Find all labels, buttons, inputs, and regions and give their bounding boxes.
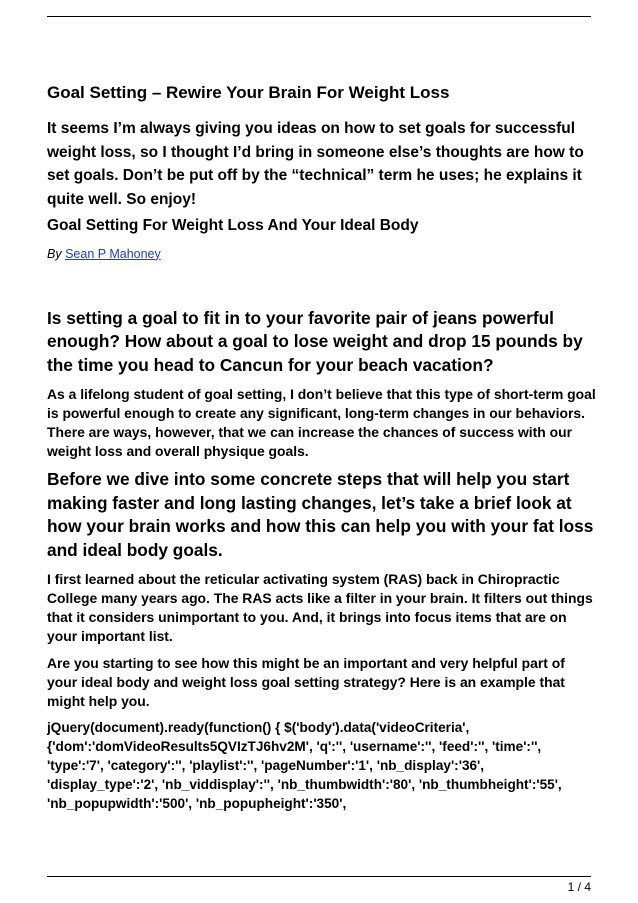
body-paragraph-2: I first learned about the reticular activating system (RAS) back in Chiropractic College many years ago. The RAS acts like a filter in your brain. It filters out things that it considers unimportant to you. And, it brings into focus items that are on your important list. [47,571,593,644]
byline [47,246,597,263]
intro-paragraph: It seems I’m always giving you ideas on how to set goals for successful weight loss, so I thought I’d bring in someone else’s thoughts are how to set goals. Don’t be put off by the “technical” term he uses; he explains it quite well. So enjoy! [47,120,584,208]
body-paragraph-3: Are you starting to see how this might be an important and very helpful part of your ideal body and weight loss goal setting strategy? Here is an example that might help you. [47,655,565,709]
page-number: 1 / 4 [567,880,591,894]
byline-prefix: By [47,246,62,261]
document-body [47,82,597,813]
lead-paragraph-1: Is setting a goal to fit in to your favorite pair of jeans powerful enough? How about a goal to lose weight and drop 15 pounds by the time you head to Cancun for your beach vacation? [47,307,583,375]
body-paragraph-1: As a lifelong student of goal setting, I don’t believe that this type of short-term goal is powerful enough to create any significant, long-term changes in our behaviors. There are ways, however, that we can increase the chances of success with our weight loss and overall physique goals. [47,386,596,459]
lead-paragraph-2: Before we dive into some concrete steps that will help you start making faster and long lasting changes, let’s take a brief look at how your brain works and how this can help you with your fat loss and ideal body goals. [47,469,594,560]
author-link[interactable]: Sean P Mahoney [65,246,161,261]
footer-rule [47,876,591,877]
embedded-script-text: jQuery(document).ready(function() { $('body').data('videoCriteria', {'dom':'domVideoResults5QVIzTJ6hv2M', 'q':'', 'username':'', 'feed':'', 'time':'', 'type':'7', 'category':'', 'playlist':'', 'pageNumber':'1', 'nb_display':'36', 'display_type':'2', 'nb_viddisplay':'', 'nb_thumbwidth':'80', 'nb_thumbheight':'55', 'nb_popupwidth':'500', 'nb_popupheight':'350', [47,720,562,811]
article-subtitle: Goal Setting For Weight Loss And Your Ideal Body [47,217,419,234]
document-title: Goal Setting – Rewire Your Brain For Weight Loss [47,83,450,102]
header-rule [47,16,591,17]
